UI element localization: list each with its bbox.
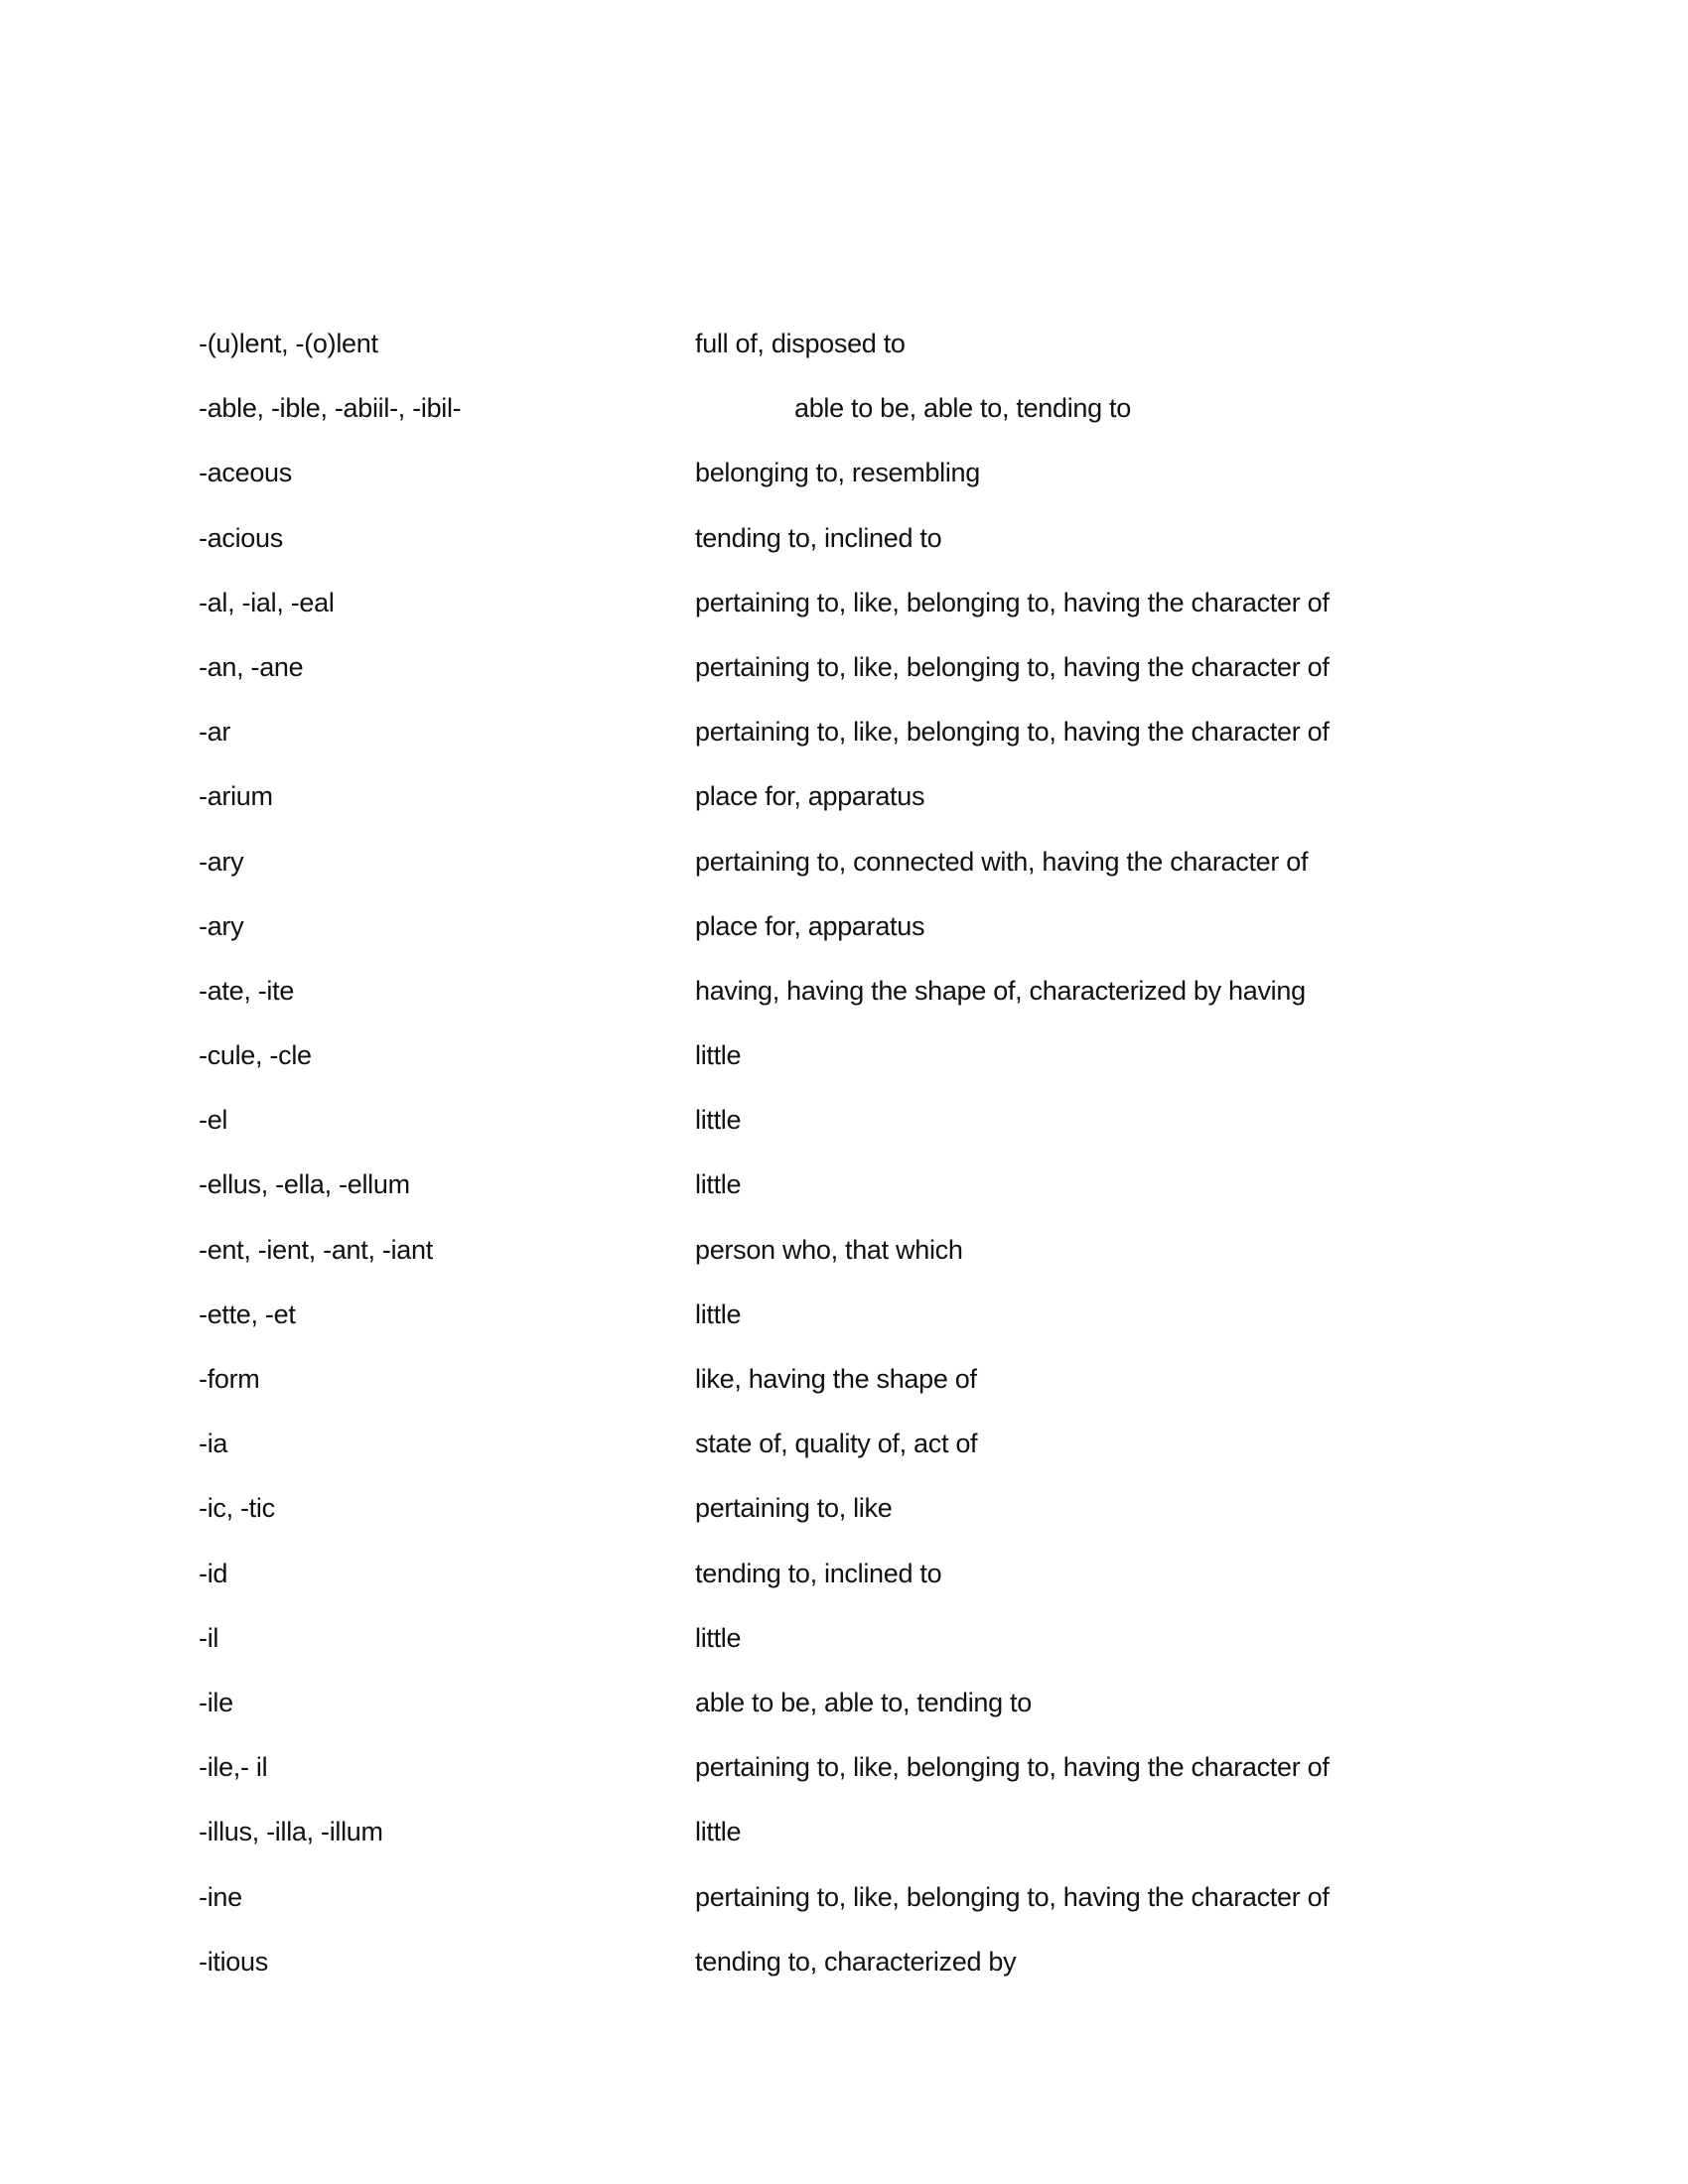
list-item bbox=[199, 1556, 1489, 1620]
list-item bbox=[199, 326, 1489, 390]
suffix-meaning: pertaining to, like, belonging to, having the character of bbox=[695, 651, 1330, 682]
list-item bbox=[199, 1944, 1489, 2008]
list-item bbox=[199, 778, 1489, 843]
suffix-meaning: tending to, inclined to bbox=[695, 522, 942, 553]
suffix-term: -ary bbox=[199, 910, 244, 941]
list-item bbox=[199, 1297, 1489, 1361]
list-item bbox=[199, 390, 1489, 455]
suffix-meaning: like, having the shape of bbox=[695, 1364, 977, 1394]
suffix-meaning: able to be, able to, tending to bbox=[794, 393, 1131, 424]
suffix-meaning: belonging to, resembling bbox=[695, 458, 980, 488]
suffix-term: -cule, -cle bbox=[199, 1040, 312, 1071]
suffix-meaning: state of, quality of, act of bbox=[695, 1429, 978, 1459]
suffix-term: -acious bbox=[199, 522, 283, 553]
suffix-meaning: having, having the shape of, characterized by having bbox=[695, 975, 1306, 1006]
list-item bbox=[199, 1490, 1489, 1555]
list-item bbox=[199, 1749, 1489, 1814]
suffix-term: -arium bbox=[199, 781, 273, 812]
suffix-meaning: little bbox=[695, 1622, 742, 1653]
list-item bbox=[199, 1232, 1489, 1297]
suffix-meaning: pertaining to, connected with, having the character of bbox=[695, 846, 1309, 877]
suffix-term: -ine bbox=[199, 1881, 242, 1912]
list-item bbox=[199, 1426, 1489, 1490]
suffix-meaning: little bbox=[695, 1040, 742, 1071]
list-item bbox=[199, 973, 1489, 1037]
list-item bbox=[199, 455, 1489, 519]
suffix-meaning: full of, disposed to bbox=[695, 329, 906, 358]
suffix-term: -ic, -tic bbox=[199, 1493, 275, 1524]
suffix-term: -ile,- il bbox=[199, 1752, 268, 1783]
suffix-meaning: place for, apparatus bbox=[695, 781, 925, 812]
suffix-meaning: able to be, able to, tending to bbox=[695, 1687, 1032, 1717]
suffix-meaning: person who, that which bbox=[695, 1234, 963, 1265]
suffix-term: -illus, -illa, -illum bbox=[199, 1817, 383, 1847]
suffix-meaning: pertaining to, like, belonging to, having the character of bbox=[695, 1881, 1330, 1912]
suffix-meaning: pertaining to, like, belonging to, having the character of bbox=[695, 1752, 1330, 1783]
suffix-term: -aceous bbox=[199, 458, 292, 488]
suffix-term: -id bbox=[199, 1558, 228, 1588]
suffix-term: -ar bbox=[199, 717, 231, 748]
list-item bbox=[199, 1620, 1489, 1685]
suffix-term: -ate, -ite bbox=[199, 975, 295, 1006]
suffix-term: -an, -ane bbox=[199, 651, 304, 682]
suffix-term: -ia bbox=[199, 1429, 228, 1459]
suffix-meaning: pertaining to, like bbox=[695, 1493, 893, 1524]
suffix-term: -ary bbox=[199, 846, 244, 877]
suffix-meaning: little bbox=[695, 1105, 742, 1136]
list-item bbox=[199, 585, 1489, 649]
suffix-meaning: tending to, inclined to bbox=[695, 1558, 942, 1588]
suffix-meaning-list bbox=[199, 326, 1489, 2008]
list-item bbox=[199, 1037, 1489, 1102]
suffix-meaning: little bbox=[695, 1298, 742, 1329]
suffix-term: -el bbox=[199, 1105, 228, 1136]
suffix-meaning: place for, apparatus bbox=[695, 910, 925, 941]
suffix-term: -ellus, -ella, -ellum bbox=[199, 1169, 410, 1200]
suffix-meaning: tending to, characterized by bbox=[695, 1946, 1017, 1977]
suffix-term: -able, -ible, -abiil-, -ibil- bbox=[199, 393, 462, 424]
list-item bbox=[199, 1166, 1489, 1231]
list-item bbox=[199, 908, 1489, 973]
list-item bbox=[199, 714, 1489, 778]
suffix-meaning: pertaining to, like, belonging to, having the character of bbox=[695, 717, 1330, 748]
suffix-term: -form bbox=[199, 1364, 260, 1394]
suffix-term: -al, -ial, -eal bbox=[199, 587, 335, 617]
list-item bbox=[199, 520, 1489, 585]
suffix-meaning: pertaining to, like, belonging to, having the character of bbox=[695, 587, 1330, 617]
list-item bbox=[199, 1361, 1489, 1426]
suffix-term: -itious bbox=[199, 1946, 268, 1977]
suffix-term: -ile bbox=[199, 1687, 233, 1717]
list-item bbox=[199, 844, 1489, 908]
suffix-term: -(u)lent, -(o)lent bbox=[199, 329, 378, 358]
suffix-meaning: little bbox=[695, 1169, 742, 1200]
suffix-term: -il bbox=[199, 1622, 219, 1653]
list-item bbox=[199, 1102, 1489, 1166]
list-item bbox=[199, 649, 1489, 714]
list-item bbox=[199, 1879, 1489, 1944]
list-item bbox=[199, 1685, 1489, 1749]
suffix-term: -ette, -et bbox=[199, 1298, 296, 1329]
list-item bbox=[199, 1814, 1489, 1878]
suffix-meaning: little bbox=[695, 1817, 742, 1847]
suffix-term: -ent, -ient, -ant, -iant bbox=[199, 1234, 433, 1265]
